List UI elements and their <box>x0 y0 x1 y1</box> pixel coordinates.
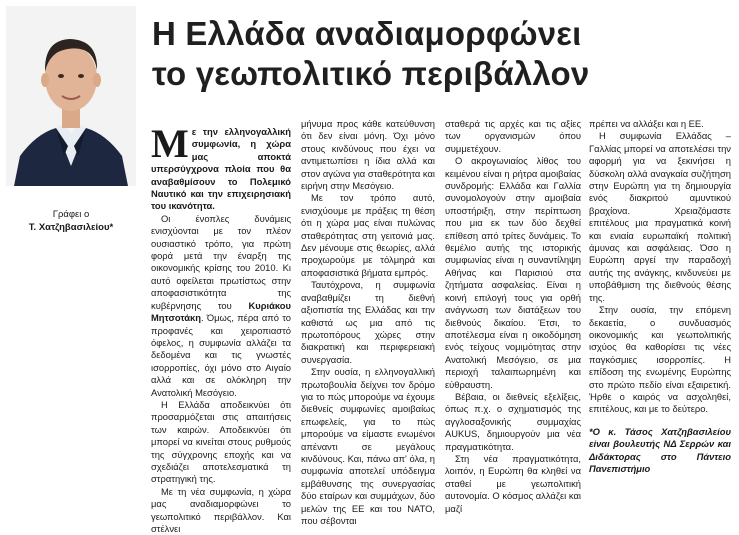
paragraph: Στην ουσία, την επόμενη δεκαετία, ο συνδυασμός οικονομικής και γεωπολιτικής ισχύος θα καθορίσει τις νέες παγκόσμιες ισορροπίες. Η επίδοση της ενωμένης Ευρώπης στο πρώτο πεδίο είναι εξαιρετική. Ήρθε ο καιρός να ασχοληθεί, επιτέλους, και με το δεύτερο. <box>589 304 731 415</box>
article-column-4 <box>589 118 731 475</box>
article-column-3 <box>445 118 581 515</box>
headline-line-1: Η Ελλάδα αναδιαμορφώνει <box>152 15 582 52</box>
paragraph: Ο ακρογωνιαίος λίθος του κειμένου είναι η ρήτρα αμοιβαίας συνδρομής: Ελλάδα και Γαλλία συνομολογούν στην αμοιβαία υποστήριξη, στην περίπτωση που μια εκ των δύο δεχθεί επίθεση από τρίτες δυνάμεις. Το θεμέλιο αυτής της ιστορικής συμφωνίας είναι η συναντίληψη Αθήνας και Παρισιού στα ζητήματα ασφαλείας. Είναι η κοινή επιλογή τους για ορθή ανάγνωση των διατάξεων του διεθνούς δικαίου. Έτσι, το αποτέλεσμα είναι η οικοδόμηση ενός τείχους νομιμότητας στην Ανατολική Μεσόγειο, σε μια περιοχή ταλαιπωρημένη και εύθραυστη. <box>445 155 581 390</box>
paragraph <box>151 213 291 399</box>
paragraph: Στη νέα πραγματικότητα, λοιπόν, η Ευρώπη θα κληθεί να σταθεί με γεωπολιτική αυτονομία. Ο κόσμος αλλάζει και μαζί <box>445 452 581 514</box>
byline-prefix: Γράφει ο <box>52 209 90 220</box>
paragraph: Με τον τρόπο αυτό, ενισχύουμε με πράξεις τη θέση ότι η χώρα μας είναι πυλώνας σταθερότητας στη γειτονιά μας. Δεν μένουμε στις θεωρίες, αλλά προχωρούμε με τόλμηρά και αποφασιστικά βήματα εμπρός. <box>301 192 435 278</box>
paragraph: Με τη νέα συμφωνία, η χώρα μας αναδιαμορφώνει το γεωπολιτικό περιβάλλον. Και στέλνει <box>151 485 291 534</box>
paragraph: πρέπει να αλλάξει και η ΕΕ. <box>589 118 704 129</box>
article-column-2 <box>301 118 435 527</box>
drop-cap: Μ <box>151 121 189 166</box>
lead-text: ε την ελληνογαλλική συμφωνία, η χώρα μας αποκτά υπερσύγχρονα πλοία που θα αναβαθμίσουν το Πολεμικό Ναυτικό και την επιχειρησιακή του ικανότητα. <box>151 126 291 212</box>
author-portrait-icon <box>6 6 136 186</box>
lead-paragraph <box>151 121 291 213</box>
article-column-1 <box>151 121 291 535</box>
paragraph-text: Οι ένοπλες δυνάμεις ενισχύονται με τον πλέον ουσιαστικό τρόπο, για πρώτη φορά μετά την έναρξη της οικονομικής κρίσης του 2010. Κι αυτό οφείλεται πρωτίστως στην αποφασιστικότητα της κυβέρνησης του <box>151 212 291 311</box>
pm-name: Κυριάκου Μητσοτάκη <box>151 299 291 324</box>
paragraph: Στην ουσία, η ελληνογαλλική πρωτοβουλία δείχνει τον δρόμο για το πώς μπορούμε να έχουμε διεθνείς συμφωνίες αμοιβαίως επωφελείς, για το πώς μπορούμε να είμαστε ενωμένοι απέναντι σε μεγάλους κινδύνους. Και, πάνω απ' όλα, η συμφωνία αποτελεί υπόδειγμα εμβάθυνσης της συνεργασίας δύο εταίρων και συμμάχων, δύο μελών της ΕΕ και του ΝΑΤΟ, που σέβονται <box>301 366 435 526</box>
headline-line-2: το γεωπολιτικό περιβάλλον <box>152 55 590 92</box>
paragraph: Ταυτόχρονα, η συμφωνία αναβαθμίζει τη διεθνή αξιοπιστία της Ελλάδας και την καθιστά ως μια από τις πρωτοπόρους χώρες στην διακρατική και περιφερειακή συνεργασία. <box>301 279 435 365</box>
author-note: *Ο κ. Τάσος Χατζηβασιλείου είναι βουλευτής ΝΔ Σερρών και Διδάκτορας στο Πάντειο Πανεπιστήμιο <box>589 425 731 474</box>
paragraph: Βέβαια, οι διεθνείς εξελίξεις, όπως π.χ. ο σχηματισμός της αγγλοσαξονικής συμμαχίας AUKUS, δημιουργούν μια νέα πραγματικότητα. <box>445 390 581 452</box>
byline-author-name: Τ. Χατζηβασιλείου* <box>28 222 114 233</box>
headline <box>152 14 732 94</box>
paragraph-text: . Όμως, πέρα από το προφανές και χειροπιαστό όφελος, η συμφωνία αλλάζει τα δεδομένα και τις γνωστές ισορροπίες, όχι μόνο στο Αιγαίο αλλά και σε ολόκληρη την Ανατολική Μεσόγειο. <box>151 312 291 398</box>
paragraph: Η συμφωνία Ελλάδας – Γαλλίας μπορεί να αποτελέσει την αφορμή για να ξεκινήσει η δύσκολη αλλά αναγκαία συζήτηση στην Ευρώπη για τη δημιουργία ενός διακριτού αμυντικού βραχίονα. Χρειαζόμαστε επιτέλους μια πραγματικά κοινή και ενιαία ευρωπαϊκή πολιτική άμυνας και ασφάλειας. Όσο η Ευρώπη αργεί την παραδοχή αυτής της ανάγκης, κινδυνεύει με υποβάθμιση της διεθνούς θέσης της. <box>589 130 731 303</box>
paragraph: σταθερά τις αρχές και τις αξίες των οργανισμών όπου συμμετέχουν. <box>445 118 581 154</box>
paragraph: Η Ελλάδα αποδεικνύει ότι προσαρμόζεται στις απαιτήσεις των καιρών. Αποδεικνύει ότι μπορεί να κινείται στους ρυθμούς της σύγχρονης εποχής και να σχεδιάζει αποτελεσματικά τη στρατηγική της. <box>151 398 291 485</box>
author-photo <box>6 6 136 186</box>
byline <box>6 208 136 234</box>
paragraph: μήνυμα προς κάθε κατεύθυνση ότι δεν είναι μόνη. Όχι μόνο στους κινδύνους που έχει να αντιμετωπίσει η ίδια αλλά και στον αγώνα για σταθερότητα και ειρήνη στην Μεσόγειο. <box>301 118 435 192</box>
